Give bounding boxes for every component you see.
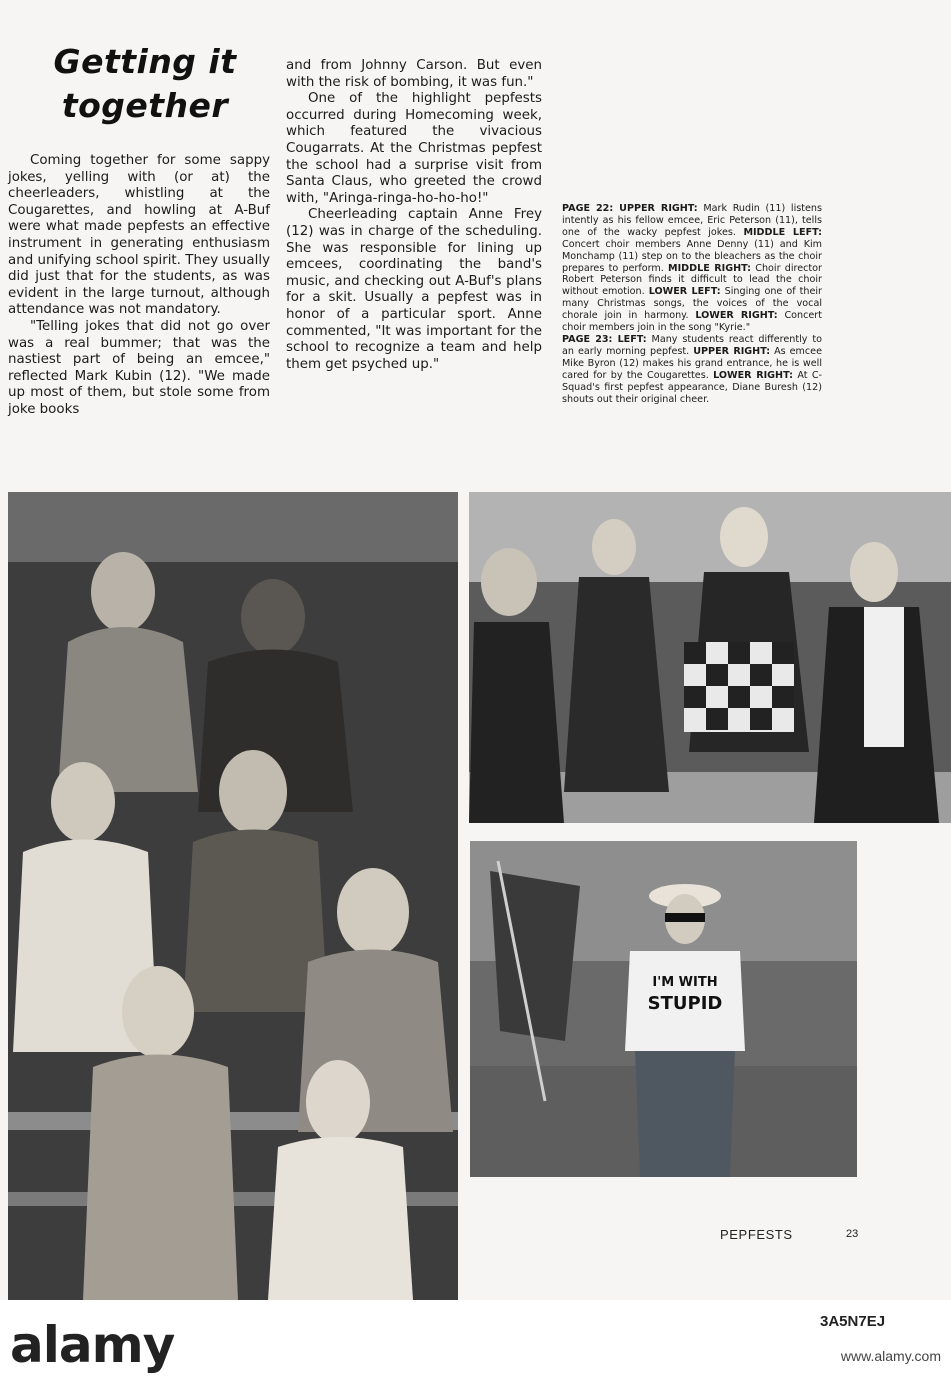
article-column-2 bbox=[286, 58, 542, 373]
caption-text: Mark Rudin (11) listens intently as his fellow emcee, Eric Peterson (11), tells one of the wacky pepfest jokes. bbox=[562, 203, 822, 238]
photo-cheerleaders-illustration bbox=[469, 492, 951, 823]
caption-label: PAGE 22: UPPER RIGHT: bbox=[562, 203, 698, 214]
caption-text: Singing one of their many Christmas songs, the voices of the vocal chorale join in harmony. bbox=[562, 286, 822, 322]
caption-text: Many students react differently to an early morning pepfest. bbox=[562, 333, 823, 357]
caption-text: Concert choir members Anne Denny (11) and Kim Monchamp (11) step on to the bleachers as the choir prepares to perform. bbox=[562, 238, 822, 274]
watermark-url: www.alamy.com bbox=[840, 1348, 941, 1364]
paragraph: and from Johnny Carson. But even with the risk of bombing, it was fun." bbox=[286, 58, 542, 90]
paragraph: "Telling jokes that did not go over was a real bummer; that was the nastiest part of being an emcee," reflected Mark Kubin (12). "We made up most of them, but stole some from joke books bbox=[8, 318, 270, 417]
title-line-2: together bbox=[61, 86, 229, 125]
caption-label: LOWER RIGHT: bbox=[695, 310, 778, 322]
caption-block bbox=[562, 334, 822, 405]
article-column-1 bbox=[8, 153, 270, 419]
caption-label: MIDDLE RIGHT: bbox=[668, 262, 752, 274]
caption-label: MIDDLE LEFT: bbox=[743, 226, 822, 238]
caption-label: LOWER RIGHT: bbox=[713, 369, 793, 381]
caption-label: LOWER LEFT: bbox=[648, 286, 721, 298]
caption-text: Choir director Robert Peterson finds it difficult to lead the choir without emotion. bbox=[562, 262, 822, 298]
watermark-logo: alamy bbox=[10, 1316, 175, 1374]
caption-block bbox=[562, 203, 822, 334]
caption-text: Concert choir members join in the song "Kyrie." bbox=[562, 310, 822, 334]
photo-c-squad-illustration bbox=[470, 841, 857, 1177]
photo-students-bleachers bbox=[8, 492, 458, 1300]
title-line-1: Getting it bbox=[53, 42, 237, 81]
paragraph: Coming together for some sappy jokes, yelling with (or at) the cheerleaders, whistling at the Cougarettes, and howling at A-Buf were what made pepfests an effective instrument in generating enthusiasm and unifying school spirit. They usually did just that for the students, as was evident in the large turnout, although attendance was not mandatory. bbox=[8, 153, 270, 318]
caption-text: As emcee Mike Byron (12) makes his grand entrance, he is well cared for by the Cougarettes. bbox=[562, 345, 822, 381]
paragraph: Cheerleading captain Anne Frey (12) was in charge of the scheduling. She was responsible for lining up emcees, coordinating the band's music, and checking out A-Buf's plans for a skit. Usually a pepfest was in honor of a particular sport. Anne commented, "It was important for the school to recognize a team and help them get psyched up." bbox=[286, 207, 542, 372]
caption-label: UPPER RIGHT: bbox=[693, 345, 771, 357]
article-title bbox=[40, 40, 250, 128]
paragraph: One of the highlight pepfests occurred during Homecoming week, which featured the vivacious Cougarrats. At the Christmas pepfest the school had a surprise visit from Santa Claus, who greeted the crowd with, "Aringa-ringa-ho-ho-ho!" bbox=[286, 91, 542, 206]
photo-c-squad-cheer bbox=[470, 841, 857, 1177]
photo-students-illustration bbox=[8, 492, 458, 1300]
photo-cheerleaders-emcee bbox=[469, 492, 951, 823]
section-footer: PEPFESTS bbox=[720, 1227, 793, 1242]
shirt-text-line-2: STUPID bbox=[647, 993, 723, 1014]
page-number: 23 bbox=[846, 1228, 859, 1240]
caption-text: At C-Squad's first pepfest appearance, Diane Buresh (12) shouts out their original cheer. bbox=[562, 369, 822, 405]
photo-captions bbox=[562, 203, 822, 405]
caption-label: PAGE 23: LEFT: bbox=[562, 333, 647, 345]
watermark-image-id: 3A5N7EJ bbox=[820, 1313, 886, 1330]
shirt-text-line-1: I'M WITH bbox=[652, 975, 718, 990]
